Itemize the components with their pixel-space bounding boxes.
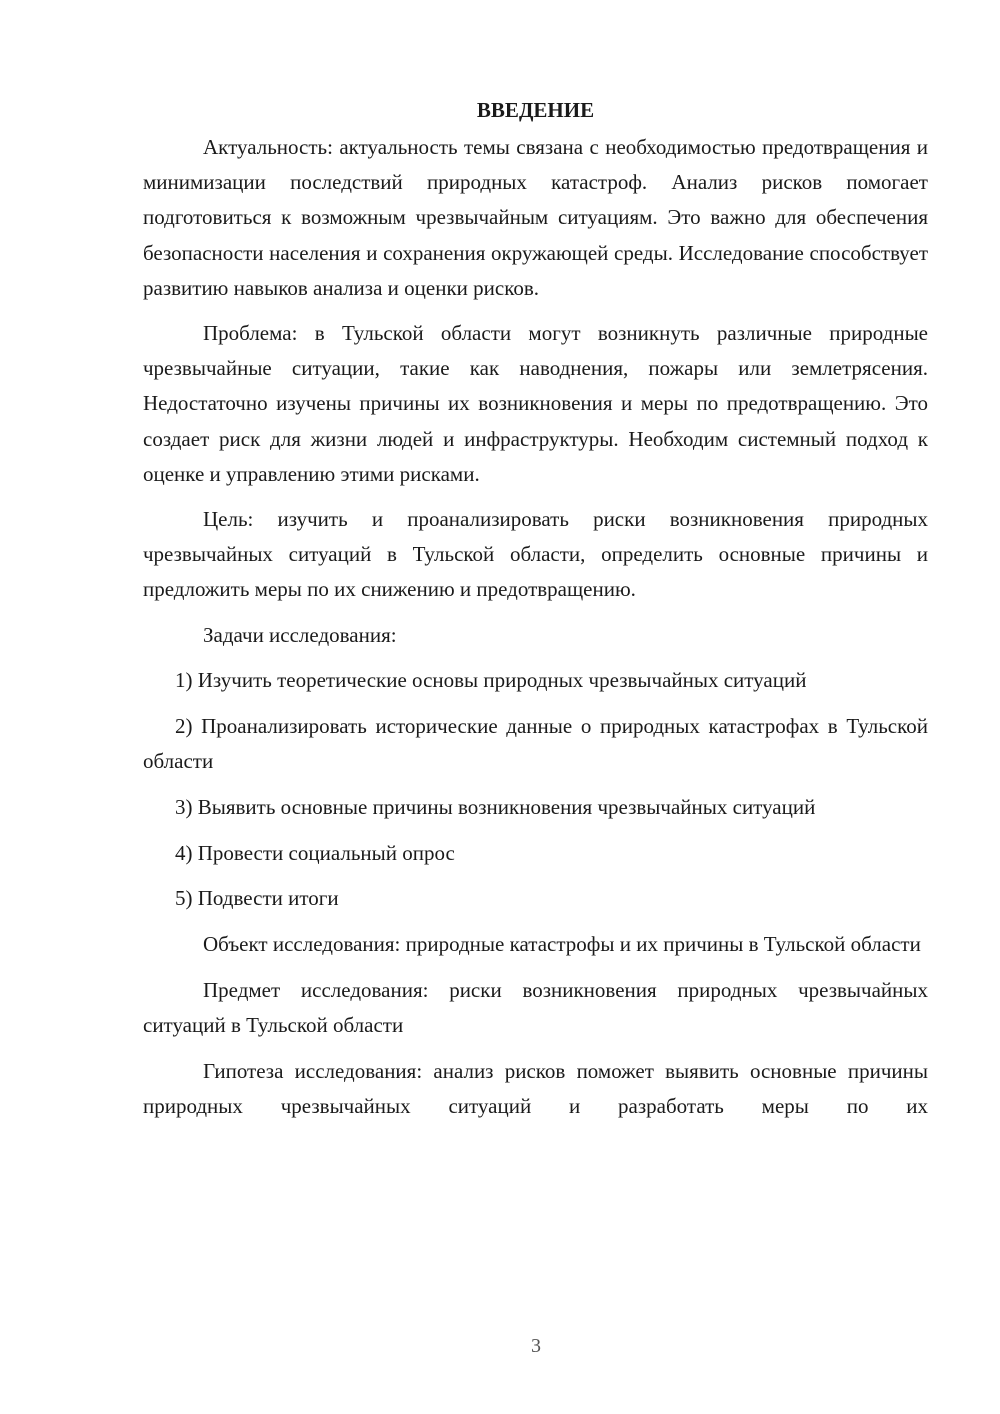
task-item-1: 1) Изучить теоретические основы природных чрезвычайных ситуаций [175,668,807,693]
document-page [143,96,928,1124]
paragraph-hypothesis: Гипотеза исследования: анализ рисков поможет выявить основные причины природных чрезвычайных ситуаций и разработать меры по их [143,1058,928,1118]
task-item-4: 4) Провести социальный опрос [175,840,455,865]
task-item-3: 3) Выявить основные причины возникновения чрезвычайных ситуаций [175,794,816,819]
paragraph-relevance: Актуальность: актуальность темы связана с необходимостью предотвращения и минимизации последствий природных катастроф. Анализ рисков помогает подготовиться к возможным чрезвычайным ситуациям. Это важно для обеспечения безопасности населения и сохранения окружающей среды. Исследование способствует развитию навыков анализа и оценки рисков. [143,135,928,300]
paragraph-problem: Проблема: в Тульской области могут возникнуть различные природные чрезвычайные ситуации, такие как наводнения, пожары или землетрясения. Недостаточно изучены причины их возникновения и меры по предотвращению. Это создает риск для жизни людей и инфраструктуры. Необходим системный подход к оценке и управлению этими рисками. [143,321,928,486]
task-item-5: 5) Подвести итоги [175,886,339,911]
task-item-2: 2) Проанализировать исторические данные о природных катастрофах в Тульской области [143,714,928,774]
paragraph-object: Объект исследования: природные катастрофы и их причины в Тульской области [203,932,921,957]
tasks-heading: Задачи исследования: [203,622,397,647]
section-title: ВВЕДЕНИЕ [476,98,595,122]
paragraph-goal: Цель: изучить и проанализировать риски возникновения природных чрезвычайных ситуаций в Тульской области, определить основные причины и предложить меры по их снижению и предотвращению. [143,507,928,602]
paragraph-subject: Предмет исследования: риски возникновения природных чрезвычайных ситуаций в Тульской области [143,977,928,1037]
page-number: 3 [531,1335,541,1357]
